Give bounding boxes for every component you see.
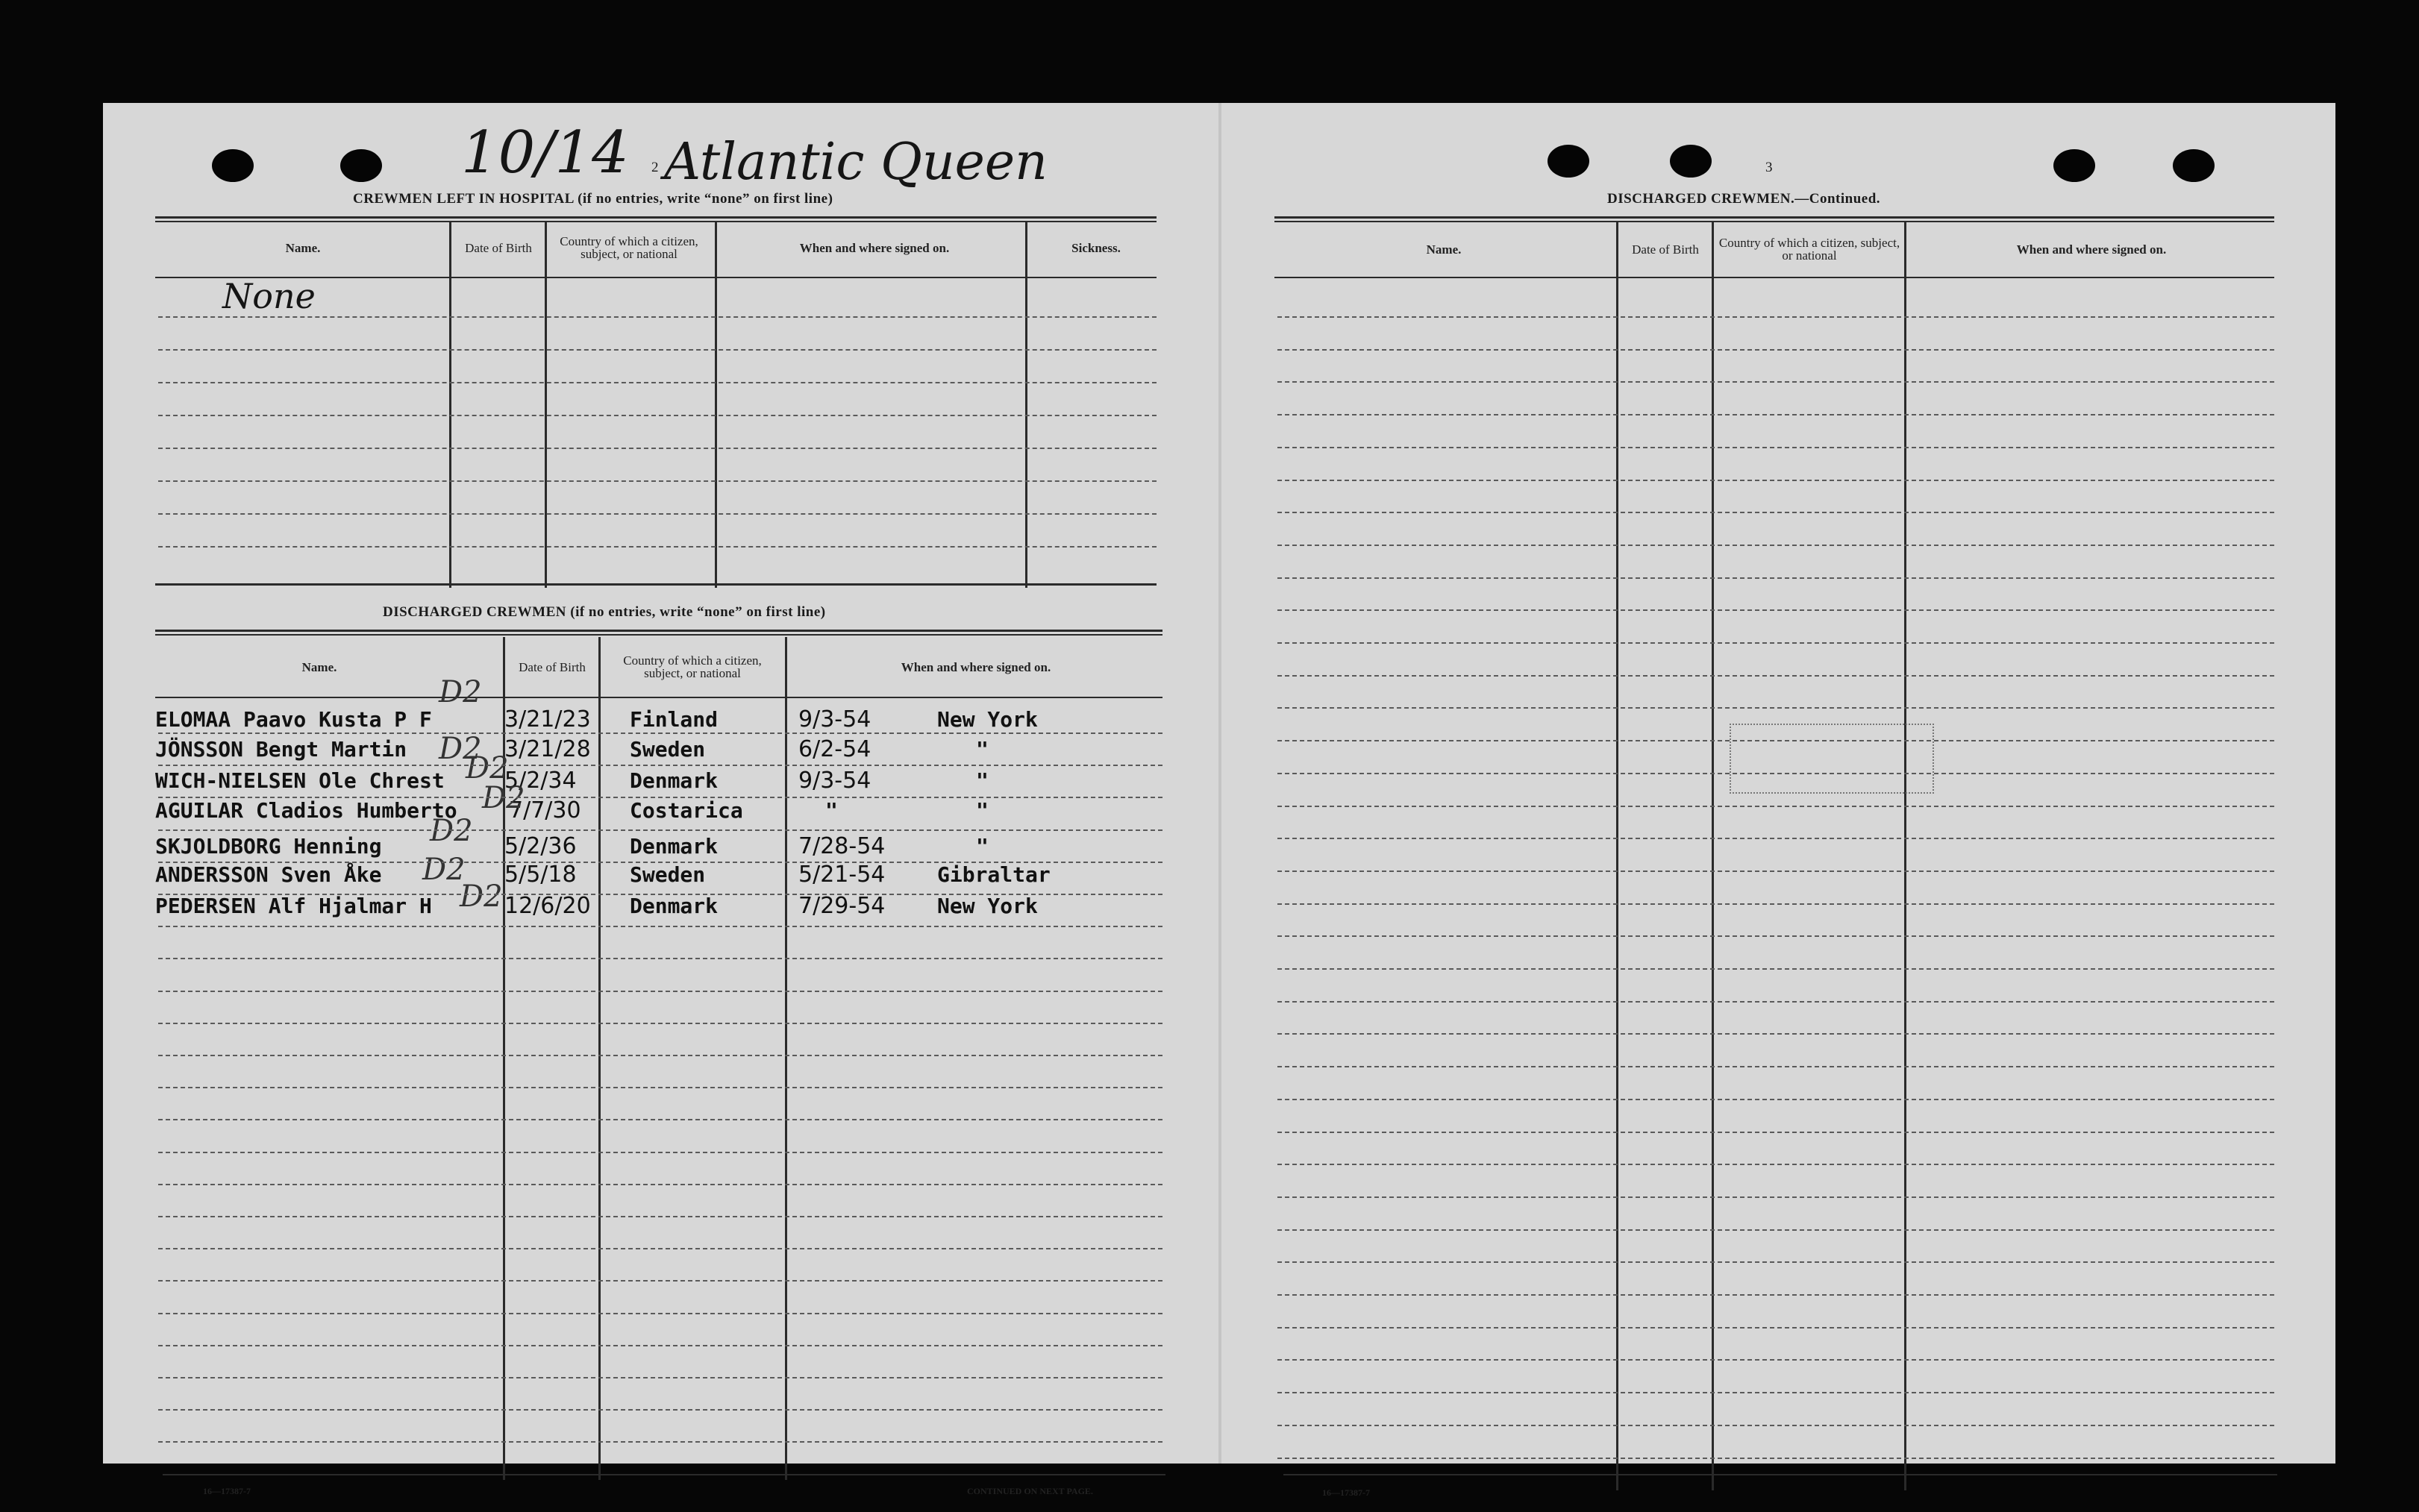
crew-signed-place: New York [937, 894, 1038, 918]
crew-country: Sweden [630, 737, 706, 762]
row-line [1277, 545, 2274, 546]
row-line [158, 1441, 1162, 1443]
row-line [158, 733, 1162, 734]
row-line [1277, 903, 2274, 905]
row-line [1277, 1196, 2274, 1198]
document-spread [103, 103, 2335, 1498]
row-line [158, 797, 1162, 798]
row-line [158, 894, 1162, 895]
crew-signed-place: " [976, 834, 989, 859]
hospital-col-divider [1025, 222, 1027, 588]
row-line [1277, 871, 2274, 872]
row-line [1277, 1132, 2274, 1133]
row-line [1277, 740, 2274, 741]
handwritten-date: 10/14 [461, 119, 629, 186]
discharged-col-name: Name. [301, 659, 337, 674]
crew-country: Denmark [630, 768, 719, 793]
hospital-row-line [158, 546, 1157, 548]
row-line [1277, 1294, 2274, 1296]
crew-signed-date: " [825, 798, 838, 823]
hospital-row-line [158, 349, 1157, 351]
right-header-rule [1274, 277, 2274, 278]
row-line [158, 862, 1162, 863]
right-col-signed: When and where signed on. [2016, 242, 2167, 257]
faded-stamp [1730, 724, 1934, 794]
crew-dob: 3/21/28 [504, 736, 591, 762]
discharged-section-title: DISCHARGED CREWMEN (if no entries, write “none” on first line) [383, 604, 826, 620]
row-line [1277, 1458, 2274, 1459]
crew-name: ANDERSSON Sven Åke [155, 862, 382, 887]
row-line [1277, 577, 2274, 579]
discharge-mark: D2 [466, 751, 509, 785]
crew-signed-place: Gibraltar [937, 862, 1051, 887]
punch-hole [340, 149, 382, 182]
discharged-col-country: Country of which a citizen, subject, or national [623, 653, 762, 680]
right-top-rule [1274, 216, 2274, 219]
hospital-col-divider [449, 222, 451, 588]
row-line [158, 1055, 1162, 1056]
hospital-top-rule [155, 216, 1157, 219]
crew-name: PEDERSEN Alf Hjalmar H [155, 894, 432, 918]
right-col-country: Country of which a citizen, subject, or national [1718, 236, 1900, 263]
hospital-row-line [158, 415, 1157, 416]
hospital-row-line [158, 480, 1157, 482]
hospital-col-divider [545, 222, 547, 588]
discharge-mark: D2 [482, 781, 525, 815]
row-line [1277, 838, 2274, 839]
row-line [1277, 1066, 2274, 1067]
row-line [1277, 642, 2274, 644]
discharged-bottom-rule [163, 1474, 1165, 1475]
row-line [1277, 414, 2274, 415]
row-line [158, 1409, 1162, 1411]
row-line [1277, 1099, 2274, 1100]
crew-country: Sweden [630, 862, 706, 887]
right-page-number: 3 [1765, 160, 1773, 175]
punch-hole [212, 149, 254, 182]
punch-hole [1670, 145, 1712, 178]
crew-country: Finland [630, 707, 719, 732]
row-line [158, 765, 1162, 766]
hospital-col-name: Name. [285, 240, 321, 255]
discharged-top-rule [155, 630, 1162, 632]
row-line [158, 991, 1162, 992]
hospital-bottom-rule [155, 583, 1157, 586]
left-page-number: 2 [651, 160, 659, 175]
row-line [158, 1248, 1162, 1249]
row-line [158, 958, 1162, 959]
crew-name: JÖNSSON Bengt Martin [155, 737, 407, 762]
crew-signed-date: 9/3-54 [798, 768, 871, 794]
discharge-mark: D2 [439, 675, 482, 709]
row-line [158, 926, 1162, 927]
row-line [1277, 1327, 2274, 1329]
row-line [1277, 773, 2274, 774]
row-line [158, 1345, 1162, 1346]
discharge-mark: D2 [422, 853, 466, 887]
handwritten-ship-name: Atlantic Queen [664, 133, 1048, 192]
discharge-mark: D2 [430, 814, 473, 848]
hospital-row-line [158, 316, 1157, 318]
crew-signed-date: 9/3-54 [798, 706, 871, 733]
crew-signed-place: " [976, 798, 989, 823]
row-line [1277, 1164, 2274, 1165]
hospital-col-divider [715, 222, 717, 588]
continued-note: CONTINUED ON NEXT PAGE. [967, 1486, 1093, 1496]
right-form-number: 16—17387-7 [1322, 1487, 1370, 1498]
right-col-divider [1904, 222, 1906, 1490]
crew-country: Denmark [630, 894, 719, 918]
row-line [158, 1119, 1162, 1120]
hospital-row-line [158, 513, 1157, 515]
crew-country: Denmark [630, 834, 719, 859]
discharged-col-divider [598, 637, 601, 1480]
hospital-row-line [158, 448, 1157, 449]
row-line [1277, 381, 2274, 383]
right-bottom-rule [1283, 1474, 2277, 1475]
page-spine [1218, 103, 1221, 1464]
row-line [1277, 1261, 2274, 1263]
hospital-col-sickness: Sickness. [1071, 240, 1121, 255]
crew-dob: 7/7/30 [509, 797, 581, 824]
row-line [1277, 349, 2274, 351]
discharged-col-signed: When and where signed on. [901, 659, 1051, 674]
punch-hole [2053, 149, 2095, 182]
right-col-dob: Date of Birth [1632, 242, 1699, 257]
row-line [1277, 1392, 2274, 1393]
crew-dob: 5/2/34 [504, 768, 577, 794]
crew-country: Costarica [630, 798, 743, 823]
crew-name: AGUILAR Cladios Humberto [155, 798, 457, 823]
row-line [1277, 447, 2274, 448]
right-col-divider [1712, 222, 1714, 1490]
row-line [1277, 609, 2274, 611]
row-line [158, 1184, 1162, 1185]
row-line [1277, 512, 2274, 513]
row-line [1277, 968, 2274, 970]
crew-dob: 5/5/18 [504, 862, 577, 888]
discharged-top-rule-2 [155, 634, 1162, 636]
row-line [158, 1087, 1162, 1088]
right-top-rule-2 [1274, 221, 2274, 222]
crew-dob: 5/2/36 [504, 833, 577, 859]
row-line [1277, 1001, 2274, 1003]
crew-name: ELOMAA Paavo Kusta P F [155, 707, 432, 732]
row-line [1277, 1359, 2274, 1361]
row-line [1277, 1229, 2274, 1231]
row-line [1277, 1425, 2274, 1426]
crew-signed-date: 5/21-54 [798, 862, 886, 888]
punch-hole [1548, 145, 1589, 178]
discharged-col-divider [785, 637, 787, 1480]
crew-name: WICH-NIELSEN Ole Chrest [155, 768, 445, 793]
punch-hole [2173, 149, 2215, 182]
crew-signed-date: 7/29-54 [798, 893, 886, 919]
row-line [1277, 1033, 2274, 1035]
discharged-header-rule [155, 697, 1162, 698]
row-line [158, 1152, 1162, 1153]
hospital-top-rule-2 [155, 221, 1157, 222]
crew-signed-place: " [976, 768, 989, 793]
crew-dob: 3/21/23 [504, 706, 591, 733]
left-form-number: 16—17387-7 [203, 1486, 251, 1496]
right-section-title: DISCHARGED CREWMEN.—Continued. [1607, 191, 1881, 207]
row-line [158, 1280, 1162, 1282]
discharge-mark: D2 [439, 732, 482, 766]
row-line [158, 1377, 1162, 1378]
crew-dob: 12/6/20 [504, 893, 591, 919]
hospital-row-line [158, 382, 1157, 383]
hospital-col-country: Country of which a citizen, subject, or national [560, 234, 698, 261]
handwritten-none-entry: None [222, 276, 316, 316]
hospital-col-dob: Date of Birth [465, 240, 532, 255]
right-col-name: Name. [1426, 242, 1462, 257]
row-line [1277, 480, 2274, 481]
hospital-section-title: CREWMEN LEFT IN HOSPITAL (if no entries, write “none” on first line) [353, 191, 833, 207]
crew-signed-date: 7/28-54 [798, 833, 886, 859]
row-line [1277, 316, 2274, 318]
hospital-col-signed: When and where signed on. [799, 240, 950, 255]
crew-name: SKJOLDBORG Henning [155, 834, 382, 859]
row-line [1277, 935, 2274, 937]
row-line [158, 1216, 1162, 1217]
discharge-mark: D2 [460, 879, 503, 914]
discharged-col-dob: Date of Birth [519, 659, 586, 674]
row-line [1277, 707, 2274, 709]
right-col-divider [1616, 222, 1618, 1490]
crew-signed-place: New York [937, 707, 1038, 732]
crew-signed-date: 6/2-54 [798, 736, 871, 762]
crew-signed-place: " [976, 737, 989, 762]
row-line [158, 1313, 1162, 1314]
row-line [1277, 675, 2274, 677]
row-line [158, 829, 1162, 831]
row-line [158, 1023, 1162, 1024]
row-line [1277, 806, 2274, 807]
